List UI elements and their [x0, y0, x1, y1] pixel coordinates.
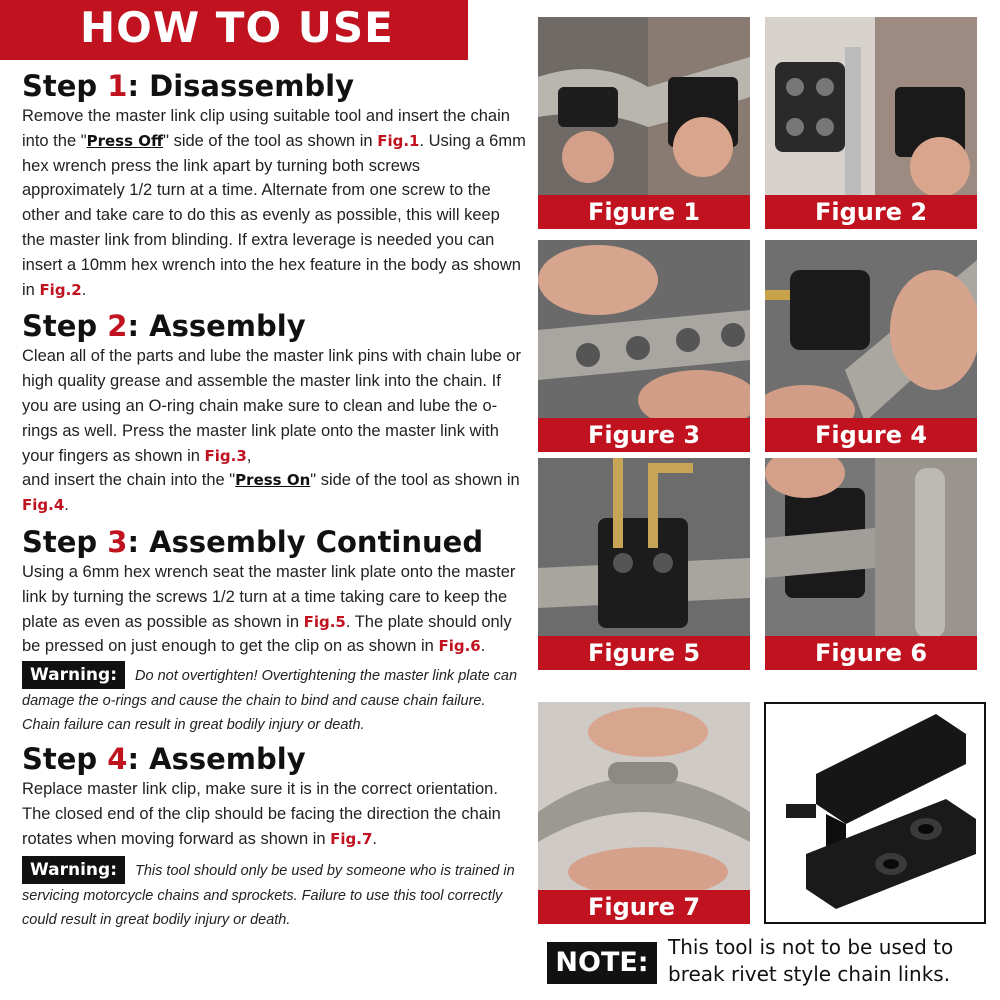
step-3-text-b: . The plate should only be pressed on just enough to get the clip on as shown in [22, 612, 512, 656]
step-1-text-d: . [81, 280, 87, 299]
step-2-text-e: . [64, 496, 69, 515]
step-3-heading [22, 524, 532, 560]
step-1-text-c: . Using a 6mm hex wrench press the link apart by turning both screws approximately 1/2 turn at a time. Alternate from one screw to the other and take care to do this as evenly as possible, this will keep the master link from blinding. If extra leverage is needed you can insert a 10mm hex wrench into the hex feature in the body as shown in [22, 131, 526, 299]
product-image [764, 702, 986, 924]
figure-7-photo [538, 702, 750, 890]
note-line-2: break rivet style chain links. [668, 962, 951, 986]
step-title: : Assembly [127, 309, 306, 344]
figure-2-photo [765, 17, 977, 199]
step-4-heading [22, 741, 532, 777]
figure-1 [538, 17, 750, 229]
step-number: 2 [107, 309, 128, 344]
figure-5 [538, 458, 750, 670]
figure-5-caption: Figure 5 [538, 636, 750, 670]
step-title: : Disassembly [127, 69, 355, 103]
figure-6 [765, 458, 977, 670]
figure-4 [765, 240, 977, 452]
step-label: Step [22, 309, 108, 344]
figure-6-caption: Figure 6 [765, 636, 977, 670]
warning-1 [22, 661, 527, 737]
figure-1-caption: Figure 1 [538, 195, 750, 229]
figure-3-photo [538, 240, 750, 422]
note-badge: NOTE: [547, 942, 657, 984]
figure-4-caption: Figure 4 [765, 418, 977, 452]
step-3-text-a: Using a 6mm hex wrench seat the master link plate onto the master link by turning the screws 1/2 turn at a time taking care to keep the plate as even as possible as shown in [22, 562, 516, 631]
step-2-text [22, 344, 527, 518]
step-1-heading [22, 68, 532, 104]
figure-2 [765, 17, 977, 229]
figure-6-photo [765, 458, 977, 640]
step-title: : Assembly [127, 742, 306, 777]
step-3-text [22, 560, 522, 659]
press-tool-illustration [766, 704, 984, 922]
step-4-text [22, 777, 512, 851]
page-title: HOW TO USE [80, 3, 394, 52]
warning-badge: Warning: [22, 661, 125, 689]
step-4-text-b: . [372, 829, 378, 848]
step-label: Step [22, 524, 108, 559]
step-2-text-c: and insert the chain into the " [22, 471, 236, 490]
step-2-heading [22, 308, 532, 344]
step-1-text-a: Remove the master link clip using suitable tool and insert the chain into the " [22, 107, 510, 150]
step-number: 4 [107, 742, 128, 777]
step-title: : Assembly Continued [127, 524, 484, 559]
step-1-text [22, 104, 527, 302]
step-number: 1 [107, 69, 128, 103]
note-line-1: This tool is not to be used to [668, 935, 954, 959]
fig-3-ref: Fig.3 [204, 446, 247, 465]
step-1-text-b: " side of the tool as shown in [163, 131, 378, 150]
fig-5-ref: Fig.5 [303, 612, 346, 631]
warning-2 [22, 856, 527, 932]
fig-2-ref: Fig.2 [39, 280, 82, 299]
figure-4-photo [765, 240, 977, 422]
figure-3 [538, 240, 750, 452]
step-number: 3 [107, 524, 128, 559]
warning-2-text: This tool should only be used by someone who is trained in servicing motorcycle chains and sprockets. Failure to use this tool correctly could result in great bodily injury or death. [22, 862, 515, 928]
figure-3-caption: Figure 3 [538, 418, 750, 452]
step-label: Step [22, 742, 108, 777]
press-off-label: Press Off [86, 131, 164, 150]
figure-2-caption: Figure 2 [765, 195, 977, 229]
fig-4-ref: Fig.4 [22, 496, 65, 515]
step-2-text-a: Clean all of the parts and lube the master link pins with chain lube or high quality grease and assemble the master link into the chain. If you are using an O-ring chain make sure to clean and lube the o-rings as well. Press the master link plate onto the master link with your fingers as shown in [22, 347, 521, 465]
warning-1-text: Do not overtighten! Overtightening the master link plate can damage the o-rings and cause the chain to bind and cause chain failure. Chain failure can result in great bodily injury or death. [22, 668, 518, 734]
figure-5-photo [538, 458, 750, 640]
step-2-text-b: , [246, 446, 252, 465]
fig-6-ref: Fig.6 [438, 637, 481, 656]
fig-1-ref: Fig.1 [377, 131, 420, 150]
press-on-label: Press On [235, 471, 311, 490]
note-text [668, 934, 988, 988]
step-3-text-c: . [480, 637, 486, 656]
figure-1-photo [538, 17, 750, 199]
step-4-text-a: Replace master link clip, make sure it is in the correct orientation. The closed end of the clip should be facing the direction the chain rotates when moving forward as shown in [22, 780, 501, 848]
warning-badge: Warning: [22, 856, 125, 884]
figure-7 [538, 702, 750, 924]
header-banner [0, 0, 468, 60]
figure-7-caption: Figure 7 [538, 890, 750, 924]
step-label: Step [22, 69, 108, 103]
fig-7-ref: Fig.7 [330, 829, 373, 848]
instructions-column [22, 68, 532, 932]
step-2-text-d: " side of the tool as shown in [310, 471, 520, 490]
